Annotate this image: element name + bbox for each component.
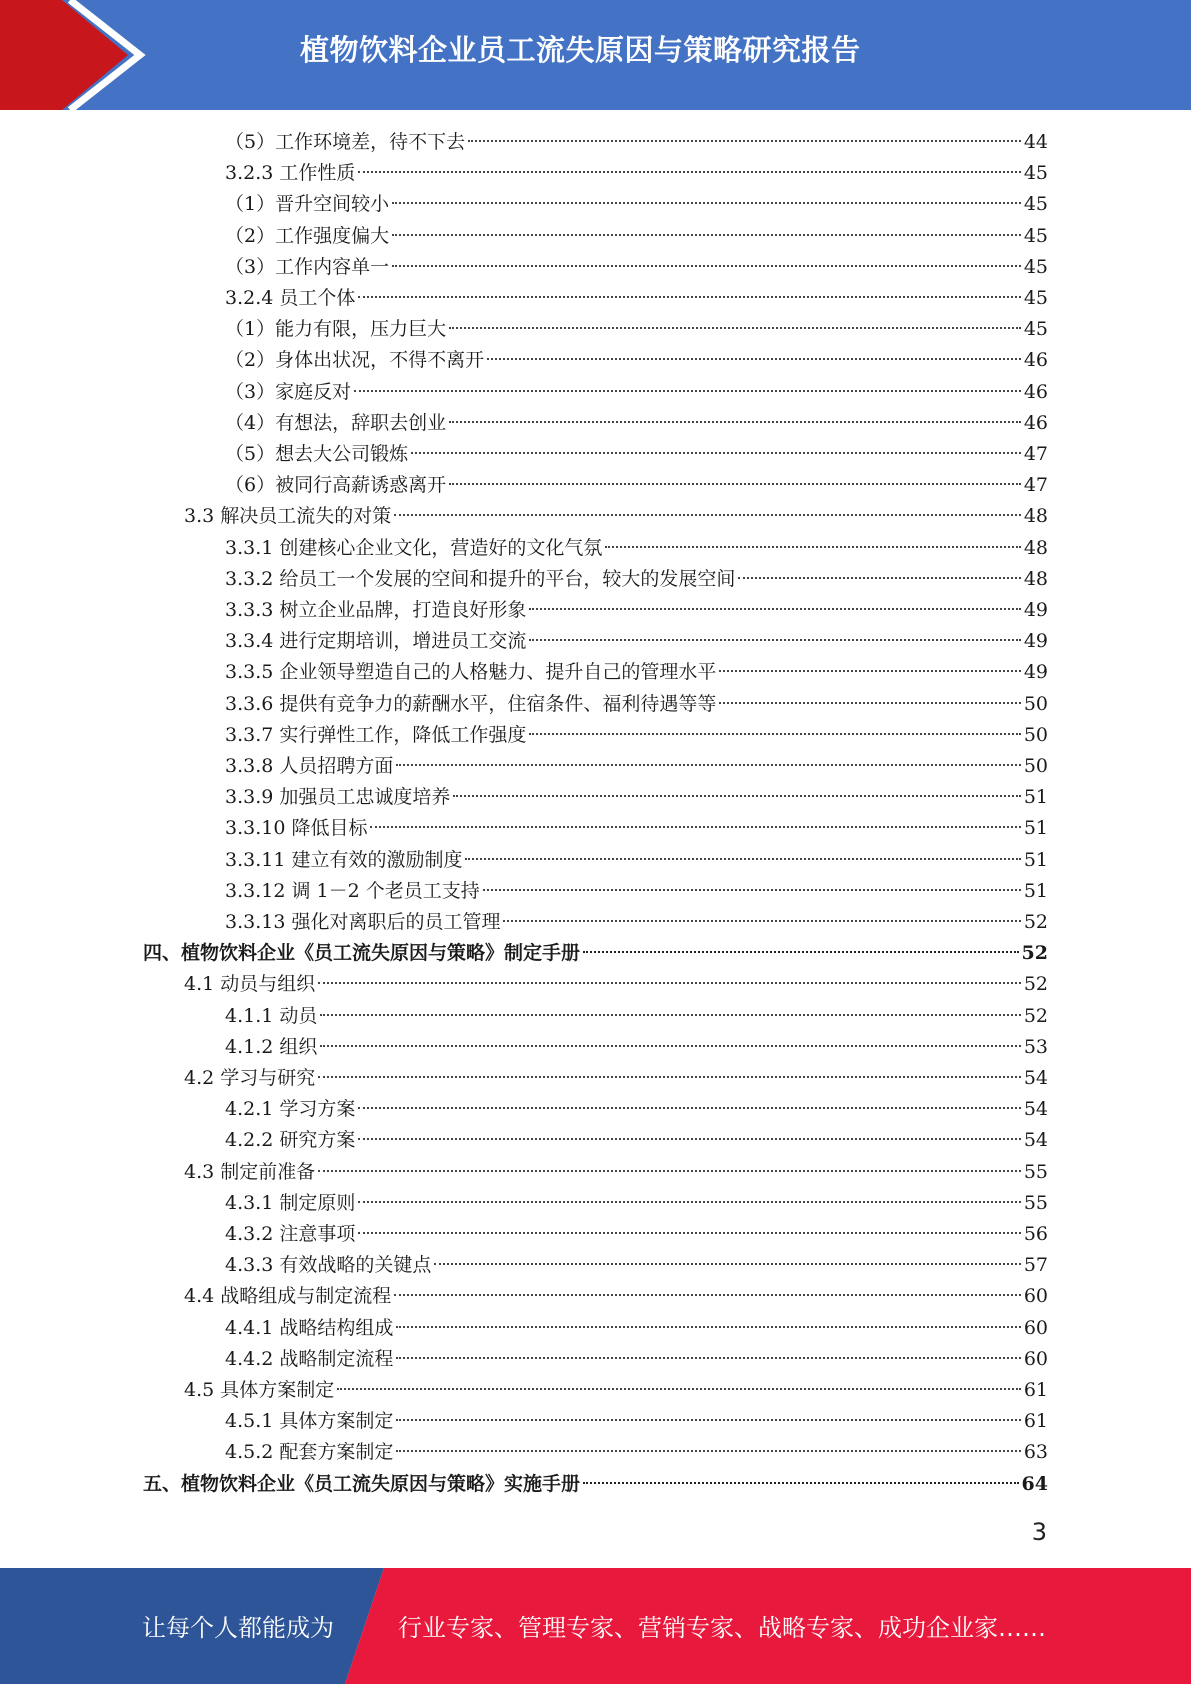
toc-entry-title: 3.3.7 实行弹性工作，降低工作强度 bbox=[225, 724, 527, 746]
toc-entry-page: 63 bbox=[1023, 1441, 1048, 1463]
toc-entry-title: 4.2 学习与研究 bbox=[184, 1067, 316, 1089]
toc-entry-page: 60 bbox=[1023, 1348, 1048, 1370]
toc-dot-leader bbox=[394, 1294, 1021, 1296]
toc-entry[interactable] bbox=[225, 158, 1048, 189]
toc-entry[interactable] bbox=[225, 439, 1048, 470]
report-title: 植物饮料企业员工流失原因与策略研究报告 bbox=[300, 33, 861, 67]
toc-dot-leader bbox=[358, 1201, 1020, 1203]
toc-dot-leader bbox=[396, 1450, 1020, 1452]
toc-entry[interactable] bbox=[225, 689, 1048, 720]
toc-dot-leader bbox=[483, 889, 1021, 891]
toc-entry-title: 4.5 具体方案制定 bbox=[184, 1379, 335, 1401]
toc-entry-title: 3.3.9 加强员工忠诚度培养 bbox=[225, 786, 451, 808]
toc-entry-title: （3）工作内容单一 bbox=[225, 256, 390, 278]
toc-entry[interactable] bbox=[184, 501, 1048, 532]
toc-entry-title: 4.5.2 配套方案制定 bbox=[225, 1441, 394, 1463]
toc-entry[interactable] bbox=[184, 969, 1048, 1000]
toc-entry-page: 51 bbox=[1023, 880, 1048, 902]
toc-entry[interactable] bbox=[225, 283, 1048, 314]
toc-dot-leader bbox=[396, 1326, 1020, 1328]
toc-entry-title: 3.3.1 创建核心企业文化，营造好的文化气氛 bbox=[225, 537, 603, 559]
toc-dot-leader bbox=[529, 608, 1020, 610]
toc-entry-title: 3.3.6 提供有竞争力的薪酬水平，住宿条件、福利待遇等等 bbox=[225, 693, 717, 715]
page-footer bbox=[0, 1568, 1191, 1684]
toc-entry-page: 46 bbox=[1023, 349, 1048, 371]
toc-entry[interactable] bbox=[225, 1032, 1048, 1063]
toc-entry-title: 3.3.11 建立有效的激励制度 bbox=[225, 849, 463, 871]
toc-dot-leader bbox=[529, 639, 1020, 641]
toc-dot-leader bbox=[392, 234, 1021, 236]
toc-entry-title: （4）有想法，辞职去创业 bbox=[225, 412, 447, 434]
toc-entry-title: 4.4.1 战略结构组成 bbox=[225, 1317, 394, 1339]
toc-entry-title: 4.4 战略组成与制定流程 bbox=[184, 1285, 392, 1307]
toc-entry[interactable] bbox=[184, 1157, 1048, 1188]
toc-entry[interactable] bbox=[225, 252, 1048, 283]
toc-entry-page: 54 bbox=[1023, 1067, 1048, 1089]
toc-entry[interactable] bbox=[225, 907, 1048, 938]
toc-dot-leader bbox=[529, 733, 1020, 735]
toc-entry-page: 60 bbox=[1023, 1285, 1048, 1307]
toc-entry-title: 4.3.2 注意事项 bbox=[225, 1223, 356, 1245]
toc-entry-title: 四、植物饮料企业《员工流失原因与策略》制定手册 bbox=[143, 942, 581, 964]
toc-entry-title: 4.1.1 动员 bbox=[225, 1005, 318, 1027]
toc-entry-title: （2）工作强度偏大 bbox=[225, 225, 390, 247]
toc-entry-page: 54 bbox=[1023, 1098, 1048, 1120]
toc-entry[interactable] bbox=[143, 938, 1048, 969]
toc-dot-leader bbox=[583, 951, 1019, 953]
toc-entry[interactable] bbox=[184, 1063, 1048, 1094]
toc-entry-title: 3.3 解决员工流失的对策 bbox=[184, 505, 392, 527]
page-header bbox=[0, 0, 1191, 110]
toc-entry-page: 54 bbox=[1023, 1129, 1048, 1151]
toc-dot-leader bbox=[392, 265, 1021, 267]
toc-entry-title: （2）身体出状况，不得不离开 bbox=[225, 349, 485, 371]
toc-entry[interactable] bbox=[225, 533, 1048, 564]
toc-entry[interactable] bbox=[225, 1094, 1048, 1125]
toc-entry-title: 3.2.3 工作性质 bbox=[225, 162, 356, 184]
toc-entry-page: 61 bbox=[1023, 1379, 1048, 1401]
toc-entry[interactable] bbox=[225, 782, 1048, 813]
toc-entry-title: 3.3.13 强化对离职后的员工管理 bbox=[225, 911, 501, 933]
toc-entry[interactable] bbox=[225, 470, 1048, 501]
toc-dot-leader bbox=[583, 1482, 1019, 1484]
toc-entry-page: 55 bbox=[1023, 1161, 1048, 1183]
toc-entry-page: 44 bbox=[1023, 131, 1048, 153]
toc-entry-page: 45 bbox=[1023, 162, 1048, 184]
toc-entry-page: 64 bbox=[1021, 1473, 1048, 1495]
toc-entry-title: （1）能力有限，压力巨大 bbox=[225, 318, 447, 340]
toc-entry-title: 五、植物饮料企业《员工流失原因与策略》实施手册 bbox=[143, 1473, 581, 1495]
toc-entry-page: 46 bbox=[1023, 412, 1048, 434]
toc-dot-leader bbox=[320, 1014, 1020, 1016]
toc-dot-leader bbox=[719, 670, 1020, 672]
toc-entry-page: 52 bbox=[1023, 973, 1048, 995]
toc-dot-leader bbox=[358, 296, 1020, 298]
toc-dot-leader bbox=[453, 795, 1020, 797]
toc-entry-title: 3.3.4 进行定期培训，增进员工交流 bbox=[225, 630, 527, 652]
toc-entry-title: 3.3.12 调 1－2 个老员工支持 bbox=[225, 880, 480, 902]
toc-dot-leader bbox=[318, 1170, 1021, 1172]
toc-dot-leader bbox=[503, 920, 1020, 922]
toc-entry-title: 3.3.5 企业领导塑造自己的人格魅力、提升自己的管理水平 bbox=[225, 661, 717, 683]
toc-entry-page: 48 bbox=[1023, 505, 1048, 527]
toc-dot-leader bbox=[394, 514, 1021, 516]
toc-entry-title: 3.3.2 给员工一个发展的空间和提升的平台，较大的发展空间 bbox=[225, 568, 736, 590]
toc-entry-page: 61 bbox=[1023, 1410, 1048, 1432]
toc-dot-leader bbox=[392, 202, 1021, 204]
toc-entry-page: 53 bbox=[1023, 1036, 1048, 1058]
toc-entry-title: 4.2.2 研究方案 bbox=[225, 1129, 356, 1151]
toc-entry-title: 4.1 动员与组织 bbox=[184, 973, 316, 995]
toc-entry[interactable] bbox=[225, 564, 1048, 595]
toc-entry[interactable] bbox=[143, 1469, 1048, 1500]
toc-entry-page: 52 bbox=[1021, 942, 1048, 964]
toc-entry-page: 51 bbox=[1023, 817, 1048, 839]
toc-dot-leader bbox=[354, 390, 1021, 392]
toc-entry-page: 49 bbox=[1023, 599, 1048, 621]
toc-entry[interactable] bbox=[225, 1344, 1048, 1375]
toc-entry[interactable] bbox=[225, 377, 1048, 408]
toc-entry-page: 45 bbox=[1023, 225, 1048, 247]
toc-dot-leader bbox=[468, 140, 1021, 142]
toc-entry[interactable] bbox=[225, 1437, 1048, 1468]
toc-entry-page: 56 bbox=[1023, 1223, 1048, 1245]
toc-entry-page: 51 bbox=[1023, 849, 1048, 871]
toc-entry-title: （6）被同行高薪诱惑离开 bbox=[225, 474, 447, 496]
toc-entry[interactable] bbox=[225, 657, 1048, 688]
toc-entry-page: 48 bbox=[1023, 568, 1048, 590]
toc-entry[interactable] bbox=[225, 1001, 1048, 1032]
footer-slogan-right: 行业专家、管理专家、营销专家、战略专家、成功企业家…… bbox=[398, 1614, 1046, 1642]
toc-entry-title: 4.2.1 学习方案 bbox=[225, 1098, 356, 1120]
toc-entry-page: 46 bbox=[1023, 381, 1048, 403]
toc-entry-title: 4.5.1 具体方案制定 bbox=[225, 1410, 394, 1432]
toc-entry[interactable] bbox=[225, 876, 1048, 907]
toc-entry-page: 45 bbox=[1023, 287, 1048, 309]
toc-entry[interactable] bbox=[225, 1313, 1048, 1344]
page-number: 3 bbox=[1031, 1518, 1047, 1546]
toc-entry-page: 60 bbox=[1023, 1317, 1048, 1339]
footer-slogan-left: 让每个人都能成为 bbox=[142, 1614, 334, 1642]
toc-entry-page: 55 bbox=[1023, 1192, 1048, 1214]
toc-entry[interactable] bbox=[225, 1125, 1048, 1156]
toc-entry[interactable] bbox=[225, 720, 1048, 751]
toc-dot-leader bbox=[411, 452, 1021, 454]
toc-entry-page: 50 bbox=[1023, 755, 1048, 777]
toc-dot-leader bbox=[396, 1419, 1020, 1421]
toc-dot-leader bbox=[337, 1388, 1021, 1390]
toc-entry[interactable] bbox=[225, 189, 1048, 220]
toc-dot-leader bbox=[738, 577, 1020, 579]
toc-entry-page: 45 bbox=[1023, 318, 1048, 340]
toc-dot-leader bbox=[318, 1076, 1021, 1078]
toc-entry-page: 52 bbox=[1023, 911, 1048, 933]
header-arrow-decoration bbox=[0, 0, 160, 110]
toc-dot-leader bbox=[358, 1107, 1020, 1109]
toc-entry-page: 47 bbox=[1023, 474, 1048, 496]
toc-dot-leader bbox=[719, 702, 1020, 704]
toc-entry-title: 4.1.2 组织 bbox=[225, 1036, 318, 1058]
toc-dot-leader bbox=[396, 764, 1020, 766]
toc-entry-title: 3.3.10 降低目标 bbox=[225, 817, 368, 839]
toc-entry[interactable] bbox=[225, 314, 1048, 345]
toc-entry-title: （5）工作环境差，待不下去 bbox=[225, 131, 466, 153]
toc-entry[interactable] bbox=[225, 345, 1048, 376]
toc-entry-title: 3.3.3 树立企业品牌，打造良好形象 bbox=[225, 599, 527, 621]
toc-entry-page: 49 bbox=[1023, 661, 1048, 683]
toc-entry[interactable] bbox=[225, 408, 1048, 439]
toc-entry[interactable] bbox=[225, 221, 1048, 252]
toc-dot-leader bbox=[396, 1357, 1020, 1359]
toc-dot-leader bbox=[358, 1232, 1020, 1234]
toc-entry-title: （1）晋升空间较小 bbox=[225, 193, 390, 215]
toc-entry[interactable] bbox=[225, 751, 1048, 782]
toc-entry-page: 57 bbox=[1023, 1254, 1048, 1276]
toc-entry-page: 45 bbox=[1023, 256, 1048, 278]
toc-entry[interactable] bbox=[225, 127, 1048, 158]
toc-entry-title: 3.2.4 员工个体 bbox=[225, 287, 356, 309]
toc-entry-page: 48 bbox=[1023, 537, 1048, 559]
toc-entry-title: （3）家庭反对 bbox=[225, 381, 352, 403]
toc-entry[interactable] bbox=[225, 845, 1048, 876]
toc-dot-leader bbox=[449, 483, 1021, 485]
toc-entry[interactable] bbox=[225, 595, 1048, 626]
toc-entry-title: 4.3.3 有效战略的关键点 bbox=[225, 1254, 432, 1276]
toc-entry-page: 50 bbox=[1023, 724, 1048, 746]
toc-entry-page: 49 bbox=[1023, 630, 1048, 652]
toc-dot-leader bbox=[449, 421, 1021, 423]
toc-dot-leader bbox=[449, 327, 1021, 329]
toc-dot-leader bbox=[465, 858, 1020, 860]
toc-entry-page: 47 bbox=[1023, 443, 1048, 465]
toc-entry-title: 4.4.2 战略制定流程 bbox=[225, 1348, 394, 1370]
toc-entry[interactable] bbox=[225, 1250, 1048, 1281]
toc-dot-leader bbox=[487, 358, 1021, 360]
toc-entry[interactable] bbox=[184, 1281, 1048, 1312]
toc-entry-page: 51 bbox=[1023, 786, 1048, 808]
toc-entry-title: 3.3.8 人员招聘方面 bbox=[225, 755, 394, 777]
toc-entry-page: 50 bbox=[1023, 693, 1048, 715]
toc-entry-title: 4.3.1 制定原则 bbox=[225, 1192, 356, 1214]
toc-entry[interactable] bbox=[184, 1375, 1048, 1406]
toc-entry[interactable] bbox=[225, 1406, 1048, 1437]
toc-dot-leader bbox=[605, 546, 1020, 548]
toc-dot-leader bbox=[358, 1138, 1020, 1140]
toc-entry[interactable] bbox=[225, 1188, 1048, 1219]
toc-entry[interactable] bbox=[225, 813, 1048, 844]
toc-dot-leader bbox=[370, 826, 1020, 828]
toc-entry-title: （5）想去大公司锻炼 bbox=[225, 443, 409, 465]
toc-entry-page: 52 bbox=[1023, 1005, 1048, 1027]
toc-entry[interactable] bbox=[225, 626, 1048, 657]
toc-entry[interactable] bbox=[225, 1219, 1048, 1250]
toc-entry-page: 45 bbox=[1023, 193, 1048, 215]
toc-dot-leader bbox=[320, 1045, 1020, 1047]
toc-dot-leader bbox=[434, 1263, 1020, 1265]
toc-entry-title: 4.3 制定前准备 bbox=[184, 1161, 316, 1183]
toc-dot-leader bbox=[358, 171, 1020, 173]
toc-dot-leader bbox=[318, 982, 1021, 984]
